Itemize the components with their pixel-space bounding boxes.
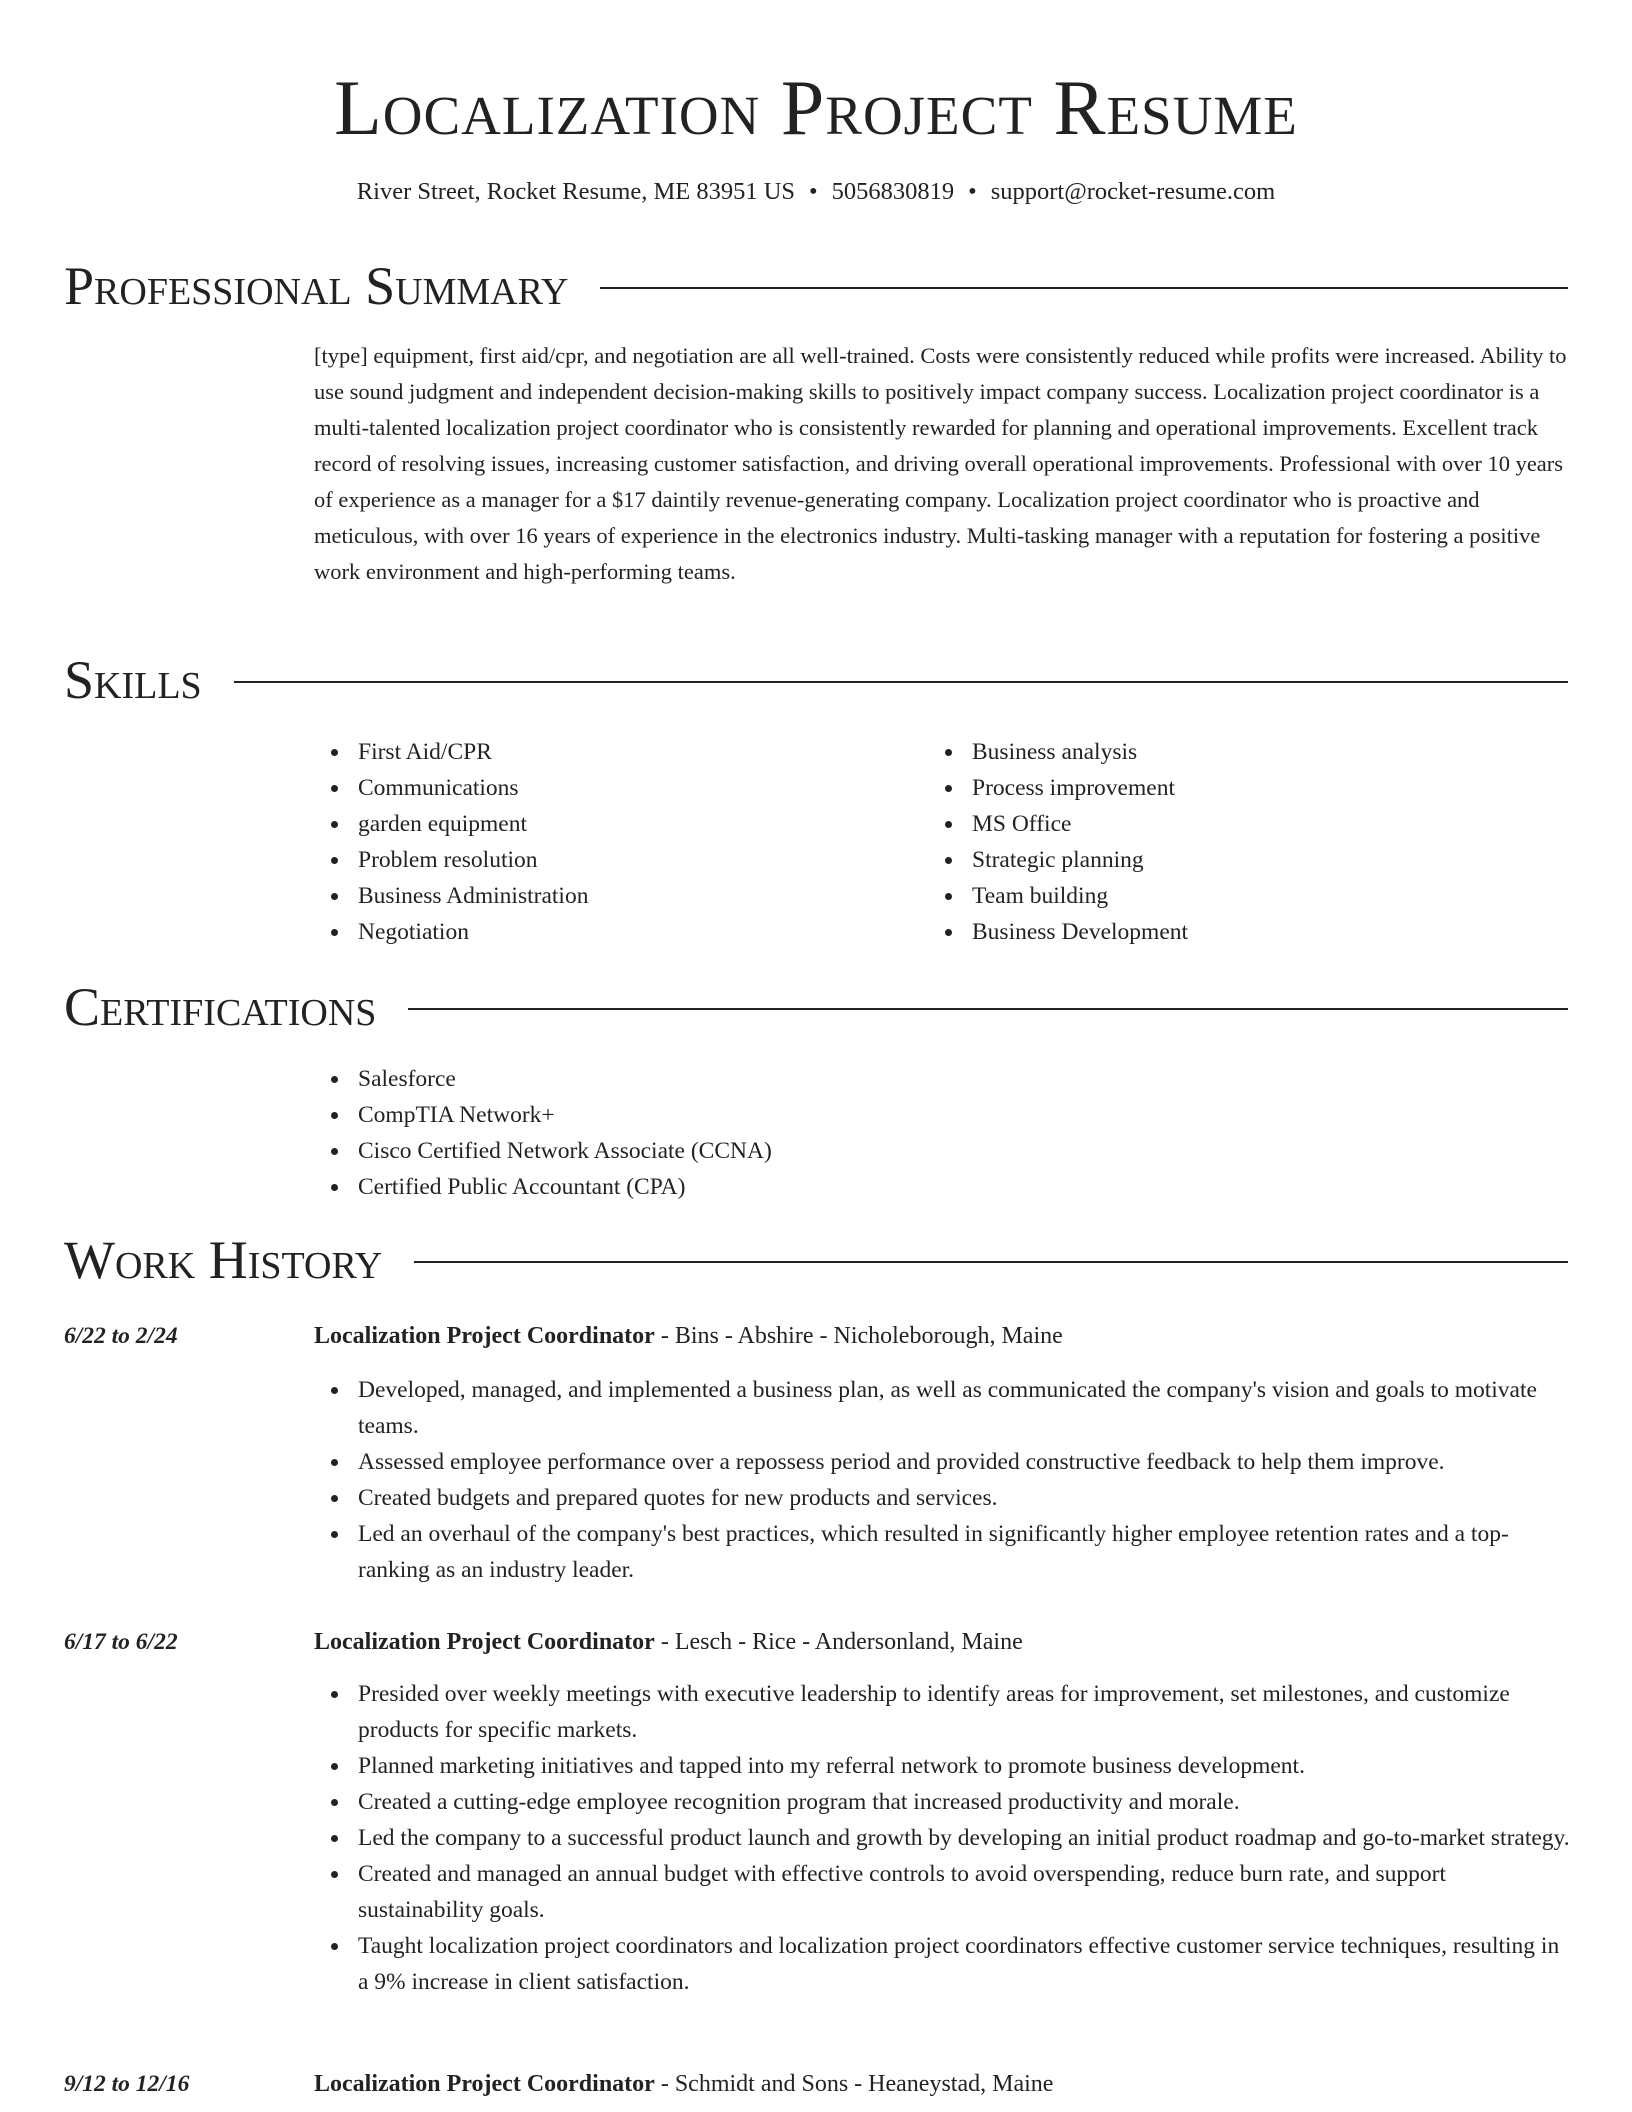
job-title: Localization Project Coordinator: [314, 1629, 655, 1655]
certifications-list: [314, 1061, 1570, 1205]
skill-item: Problem resolution: [314, 842, 914, 878]
job-bullet: Created and managed an annual budget with effective controls to avoid overspending, reduce burn rate, and support sustainability goals.: [314, 1856, 1570, 1928]
job-heading: [314, 2066, 1570, 2102]
section-divider: [414, 1261, 1568, 1263]
skill-item: garden equipment: [314, 806, 914, 842]
section-divider: [600, 287, 1568, 289]
skills-list-left: [314, 734, 914, 950]
skill-item: Business analysis: [928, 734, 1568, 770]
job-bullet: Presided over weekly meetings with executive leadership to identify areas for improvement, set milestones, and customize products for specific markets.: [314, 1676, 1570, 1748]
job-company: - Lesch - Rice - Andersonland, Maine: [654, 1629, 1023, 1655]
job-company: - Schmidt and Sons - Heaneystad, Maine: [654, 2071, 1054, 2097]
job-heading: [314, 1624, 1570, 1660]
contact-separator: •: [809, 178, 818, 205]
certifications-heading: Certifications: [64, 977, 377, 1037]
certification-item: Cisco Certified Network Associate (CCNA): [314, 1133, 1570, 1169]
skill-item: Negotiation: [314, 914, 914, 950]
job-dates: 6/17 to 6/22: [64, 1629, 178, 1655]
job-dates: 6/22 to 2/24: [64, 1323, 178, 1349]
skills-section-header: [64, 648, 1568, 712]
job-company: - Bins - Abshire - Nicholeborough, Maine: [654, 1323, 1063, 1349]
work-heading: Work History: [64, 1230, 383, 1290]
phone: 5056830819: [831, 178, 955, 205]
certification-item: Certified Public Accountant (CPA): [314, 1169, 1570, 1205]
summary-text: [type] equipment, first aid/cpr, and negotiation are all well-trained. Costs were consistently reduced while profits were increased. Ability to use sound judgment and independent decision-making skills to positively impact company success. Localization project coordinator is a multi-talented localization project coordinator who is consistently rewarded for planning and operational improvements. Excellent track record of resolving issues, increasing customer satisfaction, and driving overall operational improvements. Professional with over 10 years of experience as a manager for a $17 daintily revenue-generating company. Localization project coordinator who is proactive and meticulous, with over 16 years of experience in the electronics industry. Multi-tasking manager with a reputation for fostering a positive work environment and high-performing teams.: [314, 343, 1567, 584]
job-dates: 9/12 to 12/16: [64, 2071, 190, 2097]
skills-list-right: [928, 734, 1568, 950]
job-bullets: [314, 1372, 1570, 1588]
job-bullet: Led the company to a successful product launch and growth by developing an initial product roadmap and go-to-market strategy.: [314, 1820, 1570, 1856]
job-heading: [314, 1318, 1570, 1354]
certifications-section-header: [64, 975, 1568, 1039]
resume-title: Localization Project Resume: [334, 64, 1298, 151]
summary-section-header: [64, 254, 1568, 318]
skill-item: Communications: [314, 770, 914, 806]
job-bullet: Taught localization project coordinators and localization project coordinators effective customer service techniques, resulting in a 9% increase in client satisfaction.: [314, 1928, 1570, 2000]
address: River Street, Rocket Resume, ME 83951 US: [356, 178, 796, 205]
contact-separator: •: [968, 178, 977, 205]
skill-item: Business Development: [928, 914, 1568, 950]
section-divider: [234, 681, 1568, 683]
skill-item: Business Administration: [314, 878, 914, 914]
job-title: Localization Project Coordinator: [314, 1323, 655, 1349]
contact-line: [0, 174, 1632, 210]
skill-item: Strategic planning: [928, 842, 1568, 878]
job-bullet: Created a cutting-edge employee recognition program that increased productivity and morale.: [314, 1784, 1570, 1820]
work-section-header: [64, 1228, 1568, 1292]
summary-heading: Professional Summary: [64, 256, 569, 316]
skill-item: Process improvement: [928, 770, 1568, 806]
job-bullet: Planned marketing initiatives and tapped into my referral network to promote business development.: [314, 1748, 1570, 1784]
skill-item: Team building: [928, 878, 1568, 914]
section-divider: [408, 1008, 1568, 1010]
job-bullets: [314, 1676, 1570, 2000]
job-bullet: Led an overhaul of the company's best practices, which resulted in significantly higher employee retention rates and a top-ranking as an industry leader.: [314, 1516, 1570, 1588]
job-title: Localization Project Coordinator: [314, 2071, 655, 2097]
certification-item: CompTIA Network+: [314, 1097, 1570, 1133]
skills-heading: Skills: [64, 650, 202, 710]
job-bullet: Developed, managed, and implemented a business plan, as well as communicated the company's vision and goals to motivate teams.: [314, 1372, 1570, 1444]
job-bullet: Assessed employee performance over a repossess period and provided constructive feedback to help them improve.: [314, 1444, 1570, 1480]
certification-item: Salesforce: [314, 1061, 1570, 1097]
skill-item: MS Office: [928, 806, 1568, 842]
job-bullet: Created budgets and prepared quotes for new products and services.: [314, 1480, 1570, 1516]
email: support@rocket-resume.com: [990, 178, 1276, 205]
skill-item: First Aid/CPR: [314, 734, 914, 770]
